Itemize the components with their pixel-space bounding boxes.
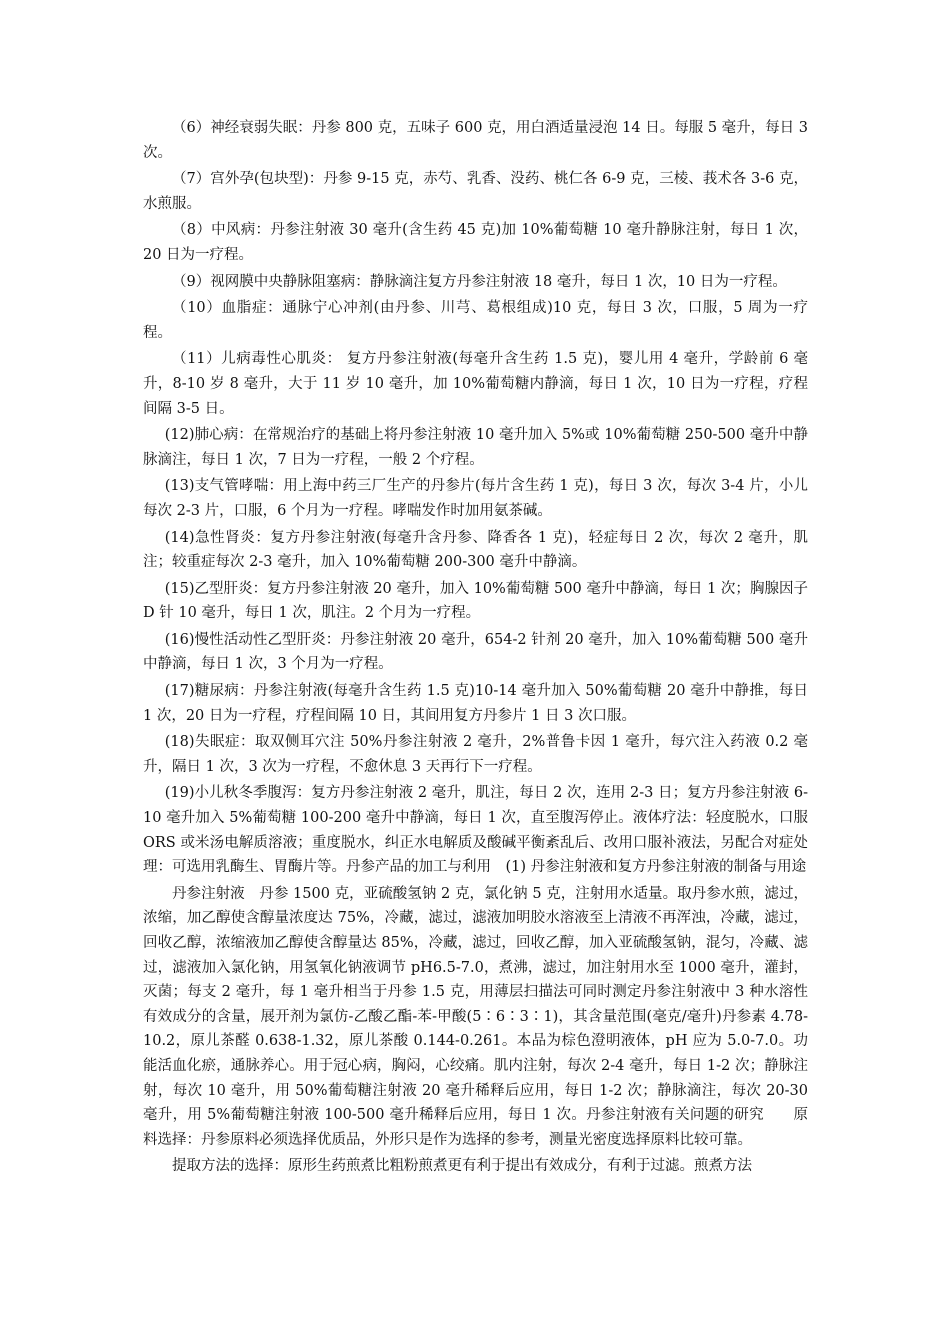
- paragraph-13: (13)支气管哮喘：用上海中药三厂生产的丹参片(每片含生药 1 克)，每日 3 次，每次 3-4 片，小儿每次 2-3 片，口服，6 个月为一疗程。哮喘发作时加用氨茶碱。: [143, 478, 808, 519]
- paragraph-extraction-method: 提取方法的选择：原形生药煎煮比粗粉煎煮更有利于提出有效成分，有利于过滤。煎煮方法: [172, 1158, 752, 1175]
- paragraph-7: （7）宫外孕(包块型)：丹参 9-15 克，赤芍、乳香、没药、桃仁各 6-9 克，三棱、莪术各 3-6 克，水煎服。: [143, 171, 808, 212]
- paragraph-18: (18)失眠症：取双侧耳穴注 50%丹参注射液 2 毫升，2%普鲁卡因 1 毫升，每穴注入药液 0.2 毫升，隔日 1 次，3 次为一疗程，不愈休息 3 天再行下一疗程。: [143, 734, 808, 775]
- document-page: [143, 116, 808, 1181]
- paragraph-16: (16)慢性活动性乙型肝炎：丹参注射液 20 毫升，654-2 针剂 20 毫升，加入 10%葡萄糖 500 毫升中静滴，每日 1 次，3 个月为一疗程。: [143, 631, 808, 673]
- paragraph-danshen-injection: 丹参注射液 丹参 1500 克，亚硫酸氢钠 2 克，氯化钠 5 克，注射用水适量。取丹参水煎，滤过，浓缩，加乙醇使含醇量浓度达 75%，冷藏，滤过，滤液加明胶水溶液至上清液不再浑浊，冷藏，滤过，回收乙醇，浓缩液加乙醇使含醇量达 85%，冷藏，滤过，回收乙醇，加入亚硫酸氢钠，混匀，冷藏、滤过，滤液加入氯化钠，用氢氧化钠液调节 pH6.5-7.0，煮沸，滤过，加注射用水至 1000 毫升，灌封，灭菌；每支 2 毫升，每 1 毫升相当于丹参 1.5 克，用薄层扫描法可同时测定丹参注射液中 3 种水溶性有效成分的含量，展开剂为氯仿-乙酸乙酯-苯-甲酸(5∶6∶3∶1)，其含量范围(毫克/毫升)丹参素 4.78-10.2，原儿茶醛 0.638-1.32，原儿茶酸 0.144-0.261。本品为棕色澄明液体，pH 应为 5.0-7.0。功能活血化瘀，通脉养心。用于冠心病，胸闷，心绞痛。肌内注射，每次 2-4 毫升，每日 1-2 次；静脉注射，每次 10 毫升，用 50%葡萄糖注射液 20 毫升稀释后应用，每日 1-2 次；静脉滴注，每次 20-30 毫升，用 5%葡萄糖注射液 100-500 毫升稀释后应用，每日 1 次。丹参注射液有关问题的研究 原料选择：丹参原料必须选择优质品，外形只是作为选择的参考，测量光密度选择原料比较可靠。: [143, 885, 808, 1148]
- paragraph-6: （6）神经衰弱失眠：丹参 800 克，五味子 600 克，用白酒适量浸泡 14 日。每服 5 毫升，每日 3 次。: [143, 120, 808, 161]
- paragraph-11: （11）儿病毒性心肌炎： 复方丹参注射液(每毫升含生药 1.5 克)，婴儿用 4 毫升，学龄前 6 毫升，8-10 岁 8 毫升，大于 11 岁 10 毫升，加 10%葡萄糖内静滴，每日 1 次，10 日为一疗程，疗程间隔 3-5 日。: [143, 351, 808, 417]
- paragraph-14: (14)急性肾炎：复方丹参注射液(每毫升含丹参、降香各 1 克)，轻症每日 2 次，每次 2 毫升，肌注；较重症每次 2-3 毫升，加入 10%葡萄糖 200-300 毫升中静滴。: [143, 529, 808, 571]
- paragraph-9: （9）视网膜中央静脉阻塞病：静脉滴注复方丹参注射液 18 毫升，每日 1 次，10 日为一疗程。: [172, 273, 787, 290]
- paragraph-19: (19)小儿秋冬季腹泻：复方丹参注射液 2 毫升，肌注，每日 2 次，连用 2-3 日；复方丹参注射液 6-10 毫升加入 5%葡萄糖 100-200 毫升中静滴，每日 1 次，直至腹泻停止。液体疗法：轻度脱水，口服 ORS 或米汤电解质溶液；重度脱水，纠正水电解质及酸碱平衡紊乱后、改用口服补液法，另配合对症处理：可选用乳酶生、胃酶片等。丹参产品的加工与利用 (1) 丹参注射液和复方丹参注射液的制备与用途: [143, 785, 808, 876]
- paragraph-12: (12)肺心病：在常规治疗的基础上将丹参注射液 10 毫升加入 5%或 10%葡萄糖 250-500 毫升中静脉滴注，每日 1 次，7 日为一疗程，一般 2 个疗程。: [143, 427, 808, 468]
- paragraph-8: （8）中风病：丹参注射液 30 毫升(含生药 45 克)加 10%葡萄糖 10 毫升静脉注射，每日 1 次，20 日为一疗程。: [143, 222, 808, 263]
- paragraph-17: (17)糖尿病：丹参注射液(每毫升含生药 1.5 克)10-14 毫升加入 50%葡萄糖 20 毫升中静推，每日 1 次，20 日为一疗程，疗程间隔 10 日，其间用复方丹参片 1 日 3 次口服。: [143, 683, 808, 724]
- paragraph-10: （10）血脂症：通脉宁心冲剂(由丹参、川芎、葛根组成)10 克，每日 3 次，口服，5 周为一疗程。: [143, 300, 808, 341]
- paragraph-15: (15)乙型肝炎：复方丹参注射液 20 毫升，加入 10%葡萄糖 500 毫升中静滴，每日 1 次；胸腺因子 D 针 10 毫升，每日 1 次，肌注。2 个月为一疗程。: [143, 580, 808, 622]
